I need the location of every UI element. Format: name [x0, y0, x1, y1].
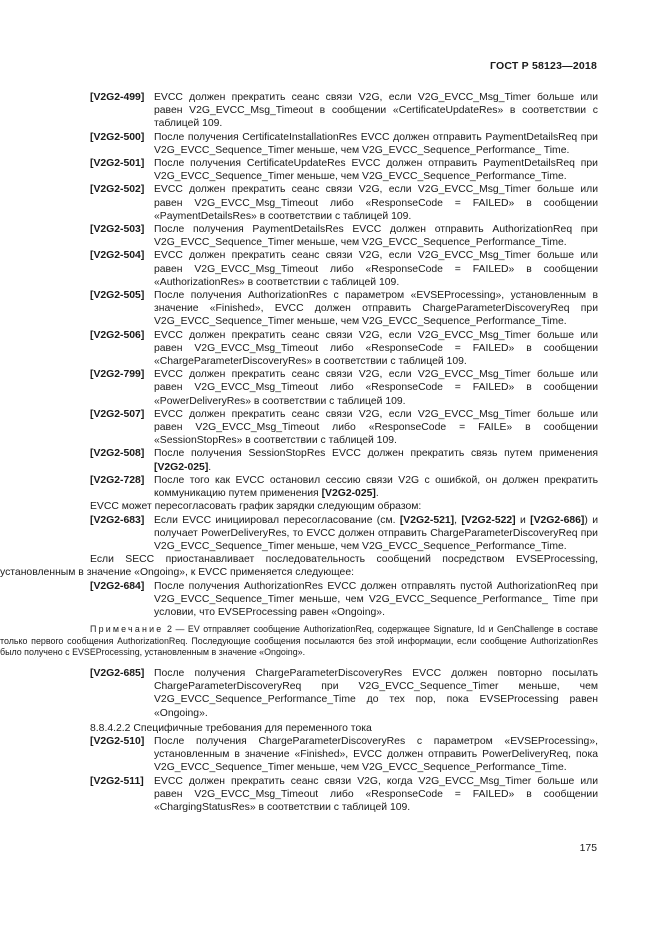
requirement-text: После получения AuthorizationRes с параметром «EVSEProcessing», установленным в значение «Finished», EVCC должен отправить ChargeParameterDiscoveryReq при V2G_EVCC_Sequence_Timer меньше, чем V2G_EVCC_Sequence_Performance_Time.	[154, 290, 598, 328]
requirement-text: EVCC должен прекратить сеанс связи V2G, если V2G_EVCC_Msg_Timer больше или равен V2G_EVCC_Msg_Timeout либо «ResponseCode = FAILED» в сообщении «PowerDeliveryRes» в соответствии с таблицей 109.	[154, 369, 598, 407]
requirement-text: После получения AuthorizationRes EVCC должен отправлять пустой AuthorizationReq при V2G_EVCC_Sequence_Timer меньше, чем V2G_EVCC_Sequence_Performance_ Time при условии, что EVSEProcessing равен «Ongoing».	[154, 580, 598, 618]
requirement-item	[90, 289, 598, 329]
requirement-id: [V2G2-684]	[90, 580, 145, 592]
requirement-id: [V2G2-507]	[90, 408, 145, 420]
requirement-id: [V2G2-510]	[90, 735, 145, 747]
requirement-id: [V2G2-799]	[90, 369, 145, 381]
requirement-item	[90, 157, 598, 183]
requirement-id: [V2G2-505]	[90, 290, 145, 302]
requirement-item	[90, 447, 598, 473]
requirement-text: EVCC должен прекратить сеанс связи V2G, если V2G_EVCC_Msg_Timer больше или равен V2G_EVCC_Msg_Timeout в сообщении «CertificateUpdateRes» в соответствии с таблицей 109.	[154, 92, 598, 130]
requirement-item	[90, 514, 598, 554]
requirement-text-part: После получения SessionStopRes EVCC должен прекратить связь путем применения	[154, 448, 598, 460]
requirement-ref: [V2G2-521]	[399, 514, 455, 526]
requirement-item	[90, 131, 598, 157]
requirement-ref: [V2G2-522]	[461, 514, 516, 526]
requirement-text-part: После того как EVCC остановил сессию связи V2G с ошибкой, он должен прекратить коммуникацию путем применения	[154, 474, 598, 500]
requirement-text: После получения ChargeParameterDiscoveryRes с параметром «EVSEProcessing», установленным в значение «Finished», EVCC должен отправить PowerDeliveryReq, пока V2G_EVCC_Sequence_Timer меньше, чем V2G_EVCC_Sequence_Performance_Time.	[154, 735, 598, 774]
requirement-text-part: ,	[454, 514, 458, 526]
requirement-id: [V2G2-503]	[90, 224, 145, 236]
requirement-item	[90, 368, 598, 408]
requirement-id: [V2G2-683]	[90, 514, 145, 526]
requirement-item	[90, 223, 598, 249]
requirement-text: После получения PaymentDetailsRes EVCC должен отправить AuthorizationReq при V2G_EVCC_Sequence_Timer меньше, чем V2G_EVCC_Sequence_Performance_Time.	[154, 224, 598, 249]
requirement-id: [V2G2-504]	[90, 250, 145, 262]
requirement-ref: [V2G2-686]	[530, 514, 585, 526]
requirement-id: [V2G2-506]	[90, 329, 145, 341]
requirement-text: После получения CertificateInstallationRes EVCC должен отправить PaymentDetailsReq при V2G_EVCC_Sequence_Timer меньше, чем V2G_EVCC_Sequence_Performance_ Time.	[154, 131, 598, 156]
requirement-id: [V2G2-501]	[90, 158, 145, 170]
requirement-text: EVCC должен прекратить сеанс связи V2G, если V2G_EVCC_Msg_Timer больше или равен V2G_EVCC_Msg_Timeout либо «ResponseCode = FAILED» в сообщении «ChargeParameterDiscoveryRes» в соответствии с таблицей 109.	[154, 329, 598, 368]
requirement-text: После получения ChargeParameterDiscoveryRes EVCC должен повторно посылать ChargeParameterDiscoveryReq при V2G_EVCC_Sequence_Timer меньше, чем V2G_EVCC_Sequence_Performance_Time до тех пор, пока EVSEProcessing равен «Ongoing».	[154, 667, 598, 719]
requirement-id: [V2G2-499]	[90, 92, 145, 103]
requirement-text: EVCC должен прекратить сеанс связи V2G, если V2G_EVCC_Msg_Timer больше или равен V2G_EVCC_Msg_Timeout либо «ResponseCode = FAILED» в сообщении «AuthorizationRes» в соответствии с таблицей 109.	[154, 250, 598, 288]
document-body	[0, 91, 598, 814]
requirement-id: [V2G2-511]	[90, 775, 144, 787]
requirement-item	[90, 329, 598, 369]
note-lead: Примечание	[90, 624, 164, 635]
requirement-text-part: и	[519, 514, 526, 526]
section-heading: 8.8.4.2.2 Специфичные требования для переменного тока	[90, 722, 372, 734]
requirement-text-end: .	[375, 488, 379, 500]
requirement-item	[90, 580, 598, 620]
requirement-text	[154, 447, 598, 473]
requirement-text-end: .	[208, 461, 212, 473]
document-standard-header: ГОСТ Р 58123—2018	[489, 60, 597, 72]
requirement-item	[90, 775, 598, 815]
requirement-id: [V2G2-502]	[90, 184, 145, 196]
requirement-item	[90, 91, 598, 131]
requirement-item	[90, 474, 598, 500]
requirement-id: [V2G2-685]	[90, 667, 145, 679]
requirement-item	[90, 249, 598, 289]
requirement-item	[90, 735, 598, 775]
requirement-text-part: Если EVCC инициировал пересогласование (см.	[154, 514, 396, 526]
requirement-id: [V2G2-500]	[90, 131, 145, 143]
requirement-text	[154, 514, 598, 554]
note-block	[0, 624, 598, 659]
requirement-item	[90, 408, 598, 448]
requirement-text: EVCC должен прекратить сеанс связи V2G, если V2G_EVCC_Msg_Timer больше или равен V2G_EVCC_Msg_Timeout либо «ResponseCode = FAILED» в сообщении «PaymentDetailsRes» в соответствии с таблицей 109.	[154, 184, 598, 222]
requirement-text	[154, 474, 598, 500]
requirement-text-part: ) и получает PowerDeliveryRes, то EVCC должен отправить ChargeParameterDiscoveryReq при V2G_EVCC_Sequence_Timer меньше, чем V2G_EVCC_Sequence_Performance_Time.	[154, 514, 598, 552]
requirement-text: После получения CertificateUpdateRes EVCC должен отправить PaymentDetailsReq при V2G_EVCC_Sequence_Timer меньше, чем V2G_EVCC_Sequence_Performance_Time.	[154, 158, 598, 183]
requirement-ref: [V2G2-025]	[321, 488, 376, 500]
page-number: 175	[579, 843, 597, 854]
requirement-text: EVCC должен прекратить сеанс связи V2G, если V2G_EVCC_Msg_Timer больше или равен V2G_EVCC_Msg_Timeout либо «ResponseCode = FAILE» в сообщении «SessionStopRes» в соответствии с таблицей 109.	[154, 408, 598, 447]
paragraph-secc: Если SECC приостанавливает последовательность сообщений посредством EVSEProcessing, установленным в значение «Ongoing», к EVCC применяется следующее:	[0, 554, 598, 579]
requirement-item	[90, 667, 598, 720]
paragraph-renegotiate: EVCC может пересогласовать график зарядки следующим образом:	[90, 501, 422, 513]
requirement-item	[90, 183, 598, 223]
requirement-ref: [V2G2-025]	[154, 461, 209, 473]
requirement-id: [V2G2-728]	[90, 474, 145, 486]
requirement-text: EVCC должен прекратить сеанс связи V2G, когда V2G_EVCC_Msg_Timer больше или равен V2G_EVCC_Msg_Timeout либо «ResponseCode = FAILED» в сообщении «ChargingStatusRes» в соответствии с таблицей 109.	[154, 775, 598, 813]
note-text: 2 — EV отправляет сообщение AuthorizationReq, содержащее Signature, Id и GenChallenge в составе только первого сообщения AuthorizationReq. Последующие сообщения посылаются без этой информации, если сообщение AuthorizationRes было получено с EVSEProcessing, установленным в значение «Ongoing».	[0, 624, 598, 658]
requirement-id: [V2G2-508]	[90, 448, 145, 460]
